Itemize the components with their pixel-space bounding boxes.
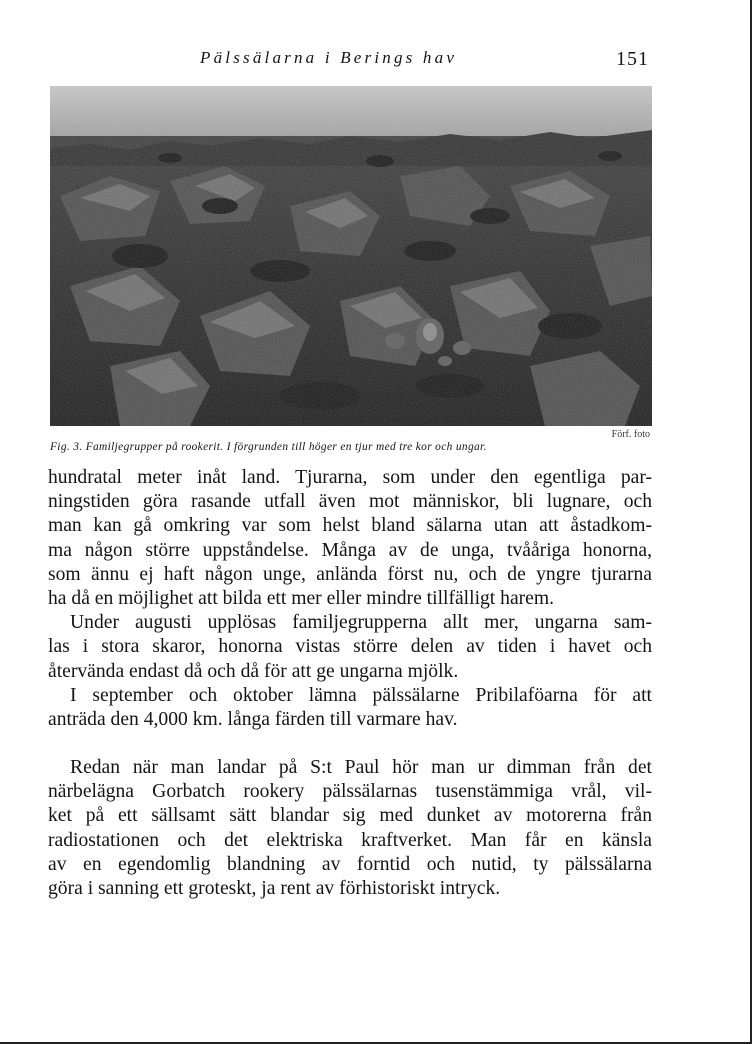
- rookery-photo-image: [50, 86, 652, 426]
- paragraph-spacer: [48, 732, 652, 756]
- paragraph-4: [48, 756, 652, 901]
- text-line: göra i sanning ett groteskt, ja rent av förhistoriskt intryck.: [48, 878, 501, 899]
- rookery-photo: [50, 86, 652, 426]
- text-line: hundratal meter inåt land. Tjurarna, som under den egentliga par-: [48, 467, 652, 488]
- text-line: Under augusti upplösas familjegrupperna allt mer, ungarna sam-: [70, 612, 652, 634]
- text-line: ningstiden göra rasande utfall även mot människor, bli lugnare, och: [48, 491, 652, 513]
- text-line: I september och oktober lämna pälssälarne Pribilaföarna för att: [70, 684, 652, 706]
- text-line: Redan när man landar på S:t Paul hör man ur dimman från det: [70, 757, 652, 779]
- text-line: las i stora skaror, honorna vistas större delen av tiden i havet och: [48, 636, 652, 658]
- text-line: ha då en möjlighet att bilda ett mer eller mindre tillfälligt harem.: [48, 587, 555, 609]
- page-header: [0, 48, 752, 74]
- text-line: ma någon större uppståndelse. Många av de unga, tvååriga honorna,: [48, 539, 652, 561]
- text-line: man kan gå omkring var som helst bland sälarna utan att åstadkom-: [48, 515, 652, 537]
- text-line: som ännu ej haft någon unge, anlända först nu, och de yngre tjurarna: [48, 563, 652, 585]
- text-line: närbelägna Gorbatch rookery pälssälarnas tusenstämmiga vrål, vil-: [48, 781, 652, 803]
- paragraph-1: [48, 466, 652, 611]
- text-line: radiostationen och det elektriska kraftverket. Man får en känsla: [48, 829, 652, 851]
- paragraph-3: [48, 684, 652, 732]
- text-line: ket på ett sällsamt sätt blandar sig med dunket av motorerna från: [48, 805, 652, 827]
- body-text: [48, 466, 652, 901]
- photo-credit: Förf. foto: [611, 429, 650, 440]
- running-head: Pälssälarna i Berings hav: [200, 48, 458, 67]
- figure-caption: Fig. 3. Familjegrupper på rookerit. I förgrunden till höger en tjur med tre kor och ungar.: [50, 441, 487, 453]
- text-line: återvända endast då och då för att ge ungarna mjölk.: [48, 660, 459, 682]
- text-line: anträda den 4,000 km. långa färden till varmare hav.: [48, 708, 458, 730]
- text-line: av en egendomlig blandning av forntid och nutid, ty pälssälarna: [48, 853, 652, 875]
- page-number: 151: [616, 48, 649, 70]
- paragraph-2: [48, 611, 652, 684]
